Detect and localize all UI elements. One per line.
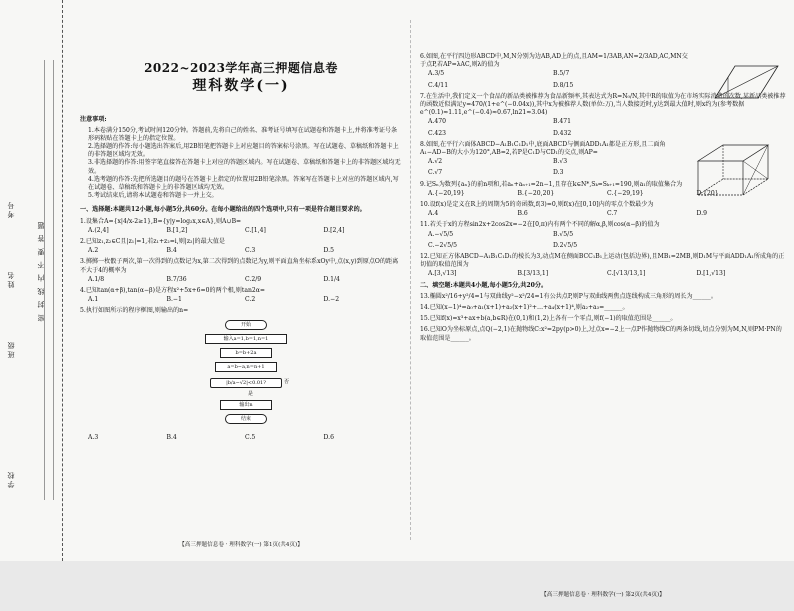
question-1 bbox=[80, 218, 402, 235]
question-12 bbox=[420, 253, 786, 279]
exam-title: 2022~2023学年高三押题信息卷 bbox=[144, 61, 338, 75]
option: A.4 bbox=[428, 210, 439, 218]
question-stem: 5.执行如图所示的程序框图,则输出的n= bbox=[80, 307, 189, 315]
option: C.{−29,19} bbox=[607, 189, 644, 197]
question-11 bbox=[420, 221, 786, 250]
question-stem: 7.在生活中,我们定义一个食品的新品类被推荐为食品新频率,其表达式为R=N₀/N,其中R的取值为在市场实际消费的次数,某新品类被推荐的函数近似满足y=470/(1+e^(−0.04x)),其中x为被推荐人数(单位:万),当人数接近时,y达到最大值时,则x约为(参考数据e^(0.1)≈1.11,e^(−0.4)≈0.67,ln21≈3.04) bbox=[420, 92, 786, 117]
option: A.2 bbox=[88, 247, 99, 255]
question-stem: 9.记Sₙ为数列{aₙ}的前n项和,若aₙ+aₙ₊₁=2n−1,且存在k∈N*,Sₖ=Sₖ₊₁=190,则a₁的取值集合为 bbox=[420, 180, 683, 188]
option: C.5 bbox=[245, 433, 256, 441]
option: C.7 bbox=[607, 210, 618, 218]
flow-start: 开始 bbox=[225, 320, 267, 330]
question-5-options bbox=[80, 434, 402, 442]
question-15: 15.已知f(x)=x³+ax+b(a,b∈R)在(0,1)和(1,2)上各有一个零点,则f(−1)的取值范围是______。 bbox=[420, 315, 677, 323]
option: C.√7 bbox=[428, 169, 443, 177]
option: D.−2 bbox=[323, 296, 340, 304]
option: A.3 bbox=[88, 433, 99, 441]
flow-end: 结束 bbox=[225, 414, 267, 424]
question-2 bbox=[80, 238, 402, 255]
option: C.2/9 bbox=[245, 275, 262, 283]
flow-input: 输入a=1,b=1,n=1 bbox=[205, 334, 287, 344]
option: B.[1,2] bbox=[166, 226, 188, 234]
parallelepiped-figure bbox=[688, 141, 778, 199]
option: A.√2 bbox=[428, 158, 443, 166]
question-3 bbox=[80, 258, 402, 284]
notice-item: 5.考试结束后,请将本试题卷和答题卡一并上交。 bbox=[88, 192, 218, 200]
notice-item: 2.选择题的作答:每小题选出答案后,用2B铅笔把答题卡上对应题目的答案标号涂黑。写在试题卷、草稿纸和答题卡上的非答题区域均无效。 bbox=[88, 143, 399, 159]
option: A.[3,√13] bbox=[428, 270, 457, 278]
page-divider bbox=[410, 20, 411, 540]
option: B.471 bbox=[553, 118, 572, 126]
binding-label-school: 学校 bbox=[7, 470, 15, 488]
option: C.−2√5/5 bbox=[428, 241, 458, 249]
option: D.3 bbox=[553, 169, 564, 177]
option: D.{20} bbox=[696, 189, 719, 197]
option: B.6 bbox=[517, 210, 528, 218]
option: D.6 bbox=[323, 433, 334, 441]
binding-rule bbox=[44, 60, 54, 500]
option: B.5/7 bbox=[553, 70, 570, 78]
question-13: 13.椭圆x²/16+y²/4=1与双曲线y²−x²/24=1有公共点P,则P与双曲线两焦点连线构成三角形的周长为______。 bbox=[420, 292, 717, 300]
notice-heading: 注意事项: bbox=[80, 116, 107, 124]
question-stem: 2.已知z₁,z₂∈C且|z₁|=1,若z₁+z₂=i,则|z₂|的最大值是 bbox=[80, 238, 226, 246]
option: A.1/8 bbox=[88, 275, 105, 283]
section-choice-heading: 一、选择题:本题共12小题,每小题5分,共60分。在每小题给出的四个选项中,只有一项是符合题目要求的。 bbox=[80, 206, 366, 214]
option: D.1/4 bbox=[323, 275, 340, 283]
option: B.7/36 bbox=[166, 275, 187, 283]
question-stem: 12.已知正方体ABCD−A₁B₁C₁D₁的棱长为3,动点M在侧面BCC₁B₁上运动(包括边界),且MB₁=2MB,则D₁M与平面ADD₁A₁所成角的正切值的取值范围为 bbox=[420, 253, 785, 269]
option: A.{−20,19} bbox=[428, 189, 465, 197]
option: C.[1,4] bbox=[245, 226, 266, 234]
binding-strip bbox=[0, 0, 63, 561]
option: B.4 bbox=[166, 433, 177, 441]
option: C.2 bbox=[245, 296, 256, 304]
question-stem: 1.设集合A={x|4/x-2≥1},B={y|y=log₂x,x∈A},则A∪B= bbox=[80, 217, 242, 225]
question-stem: 8.如图,在平行六面体ABCD−A₁B₁C₁D₁中,底面ABCD与侧面ADD₁A₁都是正方形,且二面角A₁−AD−B的大小为120°,AB=2,若P是C₁D与CD₁的交点,则AP= bbox=[420, 140, 666, 157]
option: A.3/5 bbox=[428, 70, 445, 78]
option: A.1 bbox=[88, 296, 99, 304]
parallelogram-figure bbox=[710, 62, 780, 102]
section-fill-heading: 二、填空题:本题共4小题,每小题5分,共20分。 bbox=[420, 281, 548, 289]
question-stem: 3.掷掷一枚骰子两次,第一次得到的点数记为x,第二次得到的点数记为y,则平面直角坐标系xOy中,点(x,y)到原点O的距离不大于4的概率为 bbox=[80, 258, 399, 274]
option: C.423 bbox=[428, 129, 447, 137]
flow-step-a: a=b−a,n=n+1 bbox=[215, 362, 277, 372]
option: A.470 bbox=[428, 118, 446, 126]
notice-item: 3.非选择题的作答:用签字笔直接答在答题卡上对应的答题区域内。写在试题卷、草稿纸和答题卡上的非答题区域均无效。 bbox=[88, 159, 401, 175]
flow-step-b: b=b+2a bbox=[220, 348, 272, 358]
question-5 bbox=[80, 307, 402, 315]
page-footer-right: 【高三押题信息卷 · 理科数学(一) 第2页(共4页)】 bbox=[541, 591, 665, 598]
binding-label-name: 姓名 bbox=[7, 270, 15, 288]
question-14: 14.已知(x−1)⁴=a₀+a₁(x+1)+a₂(x+1)²+…+a₄(x+1)⁴,则a₂+a₃=______。 bbox=[420, 304, 629, 312]
option: D.9 bbox=[696, 210, 707, 218]
flow-yes-label: 是 bbox=[248, 390, 254, 397]
option: C.3 bbox=[245, 247, 256, 255]
option: A.−√5/5 bbox=[428, 230, 454, 238]
option: B.{−20,20} bbox=[517, 189, 555, 197]
page-footer-left: 【高三押题信息卷 · 理科数学(一) 第1页(共4页)】 bbox=[179, 541, 303, 548]
option: B.[3/13,1] bbox=[517, 270, 549, 278]
option: D.8/15 bbox=[553, 81, 574, 89]
right-column bbox=[420, 0, 786, 611]
flowchart bbox=[180, 320, 320, 430]
question-10 bbox=[420, 201, 786, 218]
option: B.4 bbox=[166, 247, 177, 255]
flow-output: 输出n bbox=[220, 400, 272, 410]
option: C.4/11 bbox=[428, 81, 449, 89]
exam-subtitle: 理科数学(一) bbox=[192, 78, 290, 95]
option: D.5 bbox=[323, 247, 334, 255]
notice-item: 4.选考题的作答:先把所选题目的题号在答题卡上指定的位置用2B铅笔涂黑。答案写在答题卡上对应的答题区域内,写在试题卷、草稿纸和答题卡上的非答题区域均无效。 bbox=[88, 175, 399, 192]
question-8 bbox=[420, 141, 786, 178]
binding-seal-text: 密 封 线 内 不 要 答 题 bbox=[37, 220, 45, 322]
option: B.−1 bbox=[166, 296, 182, 304]
option: B.√3 bbox=[553, 158, 568, 166]
question-6 bbox=[420, 53, 786, 90]
option: D.[2,4] bbox=[323, 226, 345, 234]
option: C.[√13/13,1] bbox=[607, 270, 646, 278]
left-column bbox=[80, 0, 402, 561]
question-stem: 6.如图,在平行四边形ABCD中,M,N分别为边AB,AD上的点,且AM=1/3AB,AN=2/3AD,AC,MN交于点P,若AP=λAC,则λ的值为 bbox=[420, 53, 688, 69]
option: D.432 bbox=[553, 129, 572, 137]
question-4 bbox=[80, 287, 402, 304]
flow-decision: |b/a−√2|<0.01? bbox=[210, 378, 282, 388]
question-stem: 10.设f(x)是定义在R上的周期为5的奇函数,f(3)=0,则f(x)在[0,10]内的零点个数最少为 bbox=[420, 201, 654, 209]
option: B.√5/5 bbox=[553, 230, 574, 238]
question-stem: 11.若关于x的方程sin2x+2cos2x=−2在[0,π)内有两个不同的解α,β,则cos(α−β)的值为 bbox=[420, 221, 660, 229]
option: D.2√5/5 bbox=[553, 241, 578, 249]
option: A.(2,4] bbox=[88, 226, 109, 234]
binding-label-class: 班级 bbox=[7, 340, 15, 358]
binding-label-id: 考号 bbox=[7, 200, 15, 218]
notice-item: 1.本卷满分150分,考试时间120分钟。答题前,先将自己的姓名、准考证号填写在试题卷和答题卡上,并将准考证号条形码粘贴在答题卡上的指定位置。 bbox=[88, 126, 398, 142]
question-stem: 4.已知tan(α+β),tan(α−β)是方程x²+5x+6=0的两个根,则tan2α= bbox=[80, 287, 266, 295]
question-16: 16.已知O为坐标原点,点Q(−2,1)在抛物线C:x²=2py(p>0)上,过点x=−2上一点P作抛物线C的两条切线,切点分别为M,N,则PM·PN的取值范围是______。 bbox=[420, 326, 782, 342]
flow-no-label: 否 bbox=[284, 378, 290, 385]
option: D.[1,√13] bbox=[696, 270, 726, 278]
